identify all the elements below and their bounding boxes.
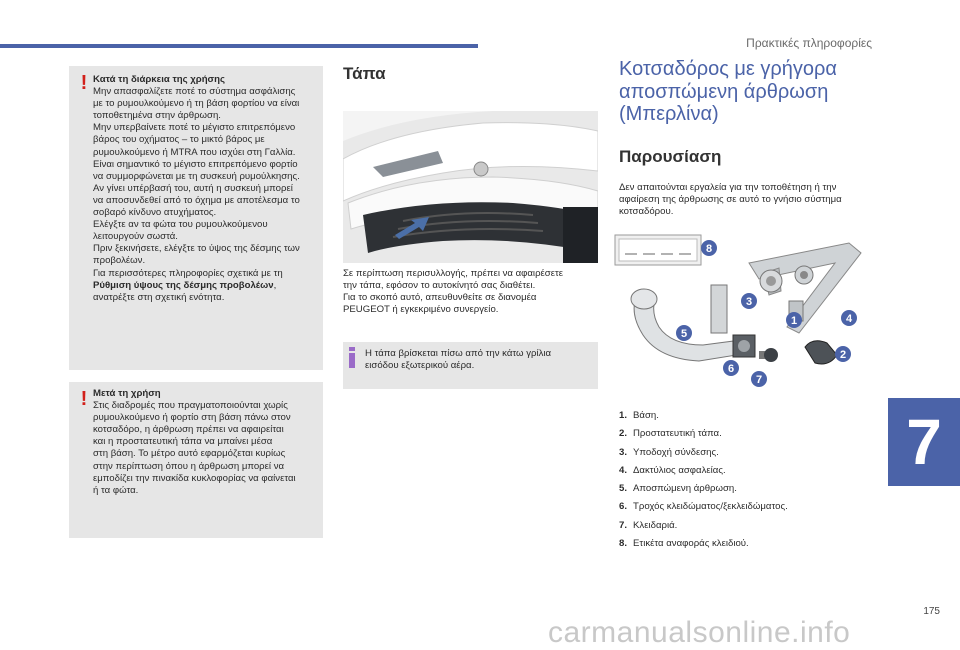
legend-item (619, 501, 788, 519)
section-title: Πρακτικές πληροφορίες (746, 36, 872, 50)
text-line: Για το σκοπό αυτό, απευθυνθείτε σε διανομέα (343, 292, 537, 304)
warning-line: Μην απασφαλίζετε ποτέ το σύστημα ασφάλισης (93, 86, 296, 98)
warning-line: Για περισσότερες πληροφορίες σχετικά με τη (93, 267, 283, 279)
text-line: αφαίρεση της άρθρωσης σε αυτό το γνήσιο σύστημα (619, 194, 842, 206)
cross-reference[interactable]: Ρύθμιση ύψους της δέσμης προβολέων (93, 279, 274, 291)
legend-text: Αποσπώμενη άρθρωση. (633, 483, 737, 495)
warning-line: Πριν ξεκινήσετε, ελέγξτε το ύψος της δέσμης των (93, 243, 300, 255)
warning-line: Αν γίνει υπέρβασή του, αυτή η συσκευή μπορεί (93, 182, 293, 194)
cap-paragraph (343, 268, 599, 316)
warning-line: σοβαρό κίνδυνο ατυχήματος. (93, 207, 217, 219)
legend-text: Υποδοχή σύνδεσης. (633, 446, 719, 458)
warning-line: Είναι σημαντικό το μέγιστο επιτρεπόμενο φορτίο (93, 158, 298, 170)
legend-number: 4. (619, 464, 628, 476)
cap-section-title: Τάπα (343, 64, 386, 83)
legend-item (619, 538, 788, 556)
legend-item (619, 520, 788, 538)
badge-6: 6 (727, 363, 735, 375)
badge-4: 4 (845, 313, 853, 325)
warning-icon: ! (80, 388, 88, 410)
legend-number: 6. (619, 501, 628, 513)
warning-line: ρυμουλκούμενο ή φορτίο στη βάση πάνω στον (93, 412, 291, 424)
legend-text: Ετικέτα αναφοράς κλειδιού. (633, 538, 749, 550)
warning-line: και η προστατευτική τάπα να μπαίνει μέσα (93, 436, 273, 448)
text-line: κοτσαδόρου. (619, 206, 674, 218)
legend-item (619, 465, 788, 483)
warning-line: με το ρυμουλκούμενο ή τη βάση φορτίου να είναι (93, 98, 300, 110)
badge-5: 5 (680, 328, 688, 340)
warning-line: Στις διαδρομές που πραγματοποιούνται χωρίς (93, 400, 288, 412)
warning-line: βάρος του οχήματος – το μικτό βάρος με (93, 134, 265, 146)
text-line: Σε περίπτωση περισυλλογής, πρέπει να αφαιρέσετε (343, 268, 564, 279)
car-front-photo (343, 111, 598, 263)
legend-item (619, 447, 788, 465)
legend-text: Δακτύλιος ασφαλείας. (633, 464, 726, 476)
warning-line: να συμμορφώνεται με τη συσκευή ρυμούλκησης. (93, 170, 300, 182)
legend-text: Κλειδαριά. (633, 519, 678, 531)
warning-line: ανατρέξτε στη σχετική ενότητα. (93, 291, 225, 303)
watermark: carmanualsonline.info (548, 616, 851, 649)
badge-7: 7 (755, 374, 763, 386)
legend-number: 2. (619, 428, 628, 440)
text-line: Δεν απαιτούνται εργαλεία για την τοποθέτηση ή την (619, 182, 837, 193)
legend-number: 5. (619, 483, 628, 495)
presentation-subtitle: Παρουσίαση (619, 147, 722, 166)
legend-number: 3. (619, 446, 628, 458)
parts-legend (619, 410, 788, 556)
text-line: την τάπα, εφόσον το αυτοκίνητό σας διαθέτει. (343, 280, 536, 292)
legend-number: 1. (619, 410, 628, 421)
warning-box-usage (69, 66, 323, 370)
info-text: Η τάπα βρίσκεται πίσω από την κάτω γρίλια (365, 348, 552, 359)
legend-number: 7. (619, 519, 628, 531)
warning-line: λειτουργούν σωστά. (93, 231, 178, 243)
ref-punct: , (273, 279, 277, 291)
title-line: Κοτσαδόρος με γρήγορα (619, 58, 837, 80)
towbar-paragraph (619, 182, 874, 218)
legend-item (619, 428, 788, 446)
badge-3: 3 (745, 296, 753, 308)
towbar-section-title (619, 58, 889, 126)
page-number: 175 (923, 606, 940, 617)
warning-line: ή τα φώτα. (93, 484, 139, 496)
warning-line: στη βάση. Το μέτρο αυτό εφαρμόζεται κυρίως (93, 448, 286, 460)
info-text: εισόδου εξωτερικού αέρα. (365, 360, 475, 372)
legend-item (619, 410, 788, 428)
warning-title: Μετά τη χρήση (93, 388, 161, 399)
towbar-diagram (599, 223, 874, 394)
badge-8: 8 (705, 243, 713, 255)
legend-text: Βάση. (633, 410, 659, 421)
legend-text: Προστατευτική τάπα. (633, 428, 722, 440)
warning-line: Ελέγξτε αν τα φώτα του ρυμουλκούμενου (93, 219, 268, 231)
info-box (343, 342, 598, 389)
badge-1: 1 (790, 315, 798, 327)
legend-number: 8. (619, 538, 628, 550)
warning-line: κοτσαδόρο, η άρθρωση πρέπει να αφαιρείται (93, 424, 284, 436)
header-rule (0, 44, 478, 48)
text-line: PEUGEOT ή εγκεκριμένο συνεργείο. (343, 304, 499, 316)
info-icon (348, 347, 356, 368)
warning-line: ρυμουλκούμενο ή MTRA που ισχύει στη Γαλλία. (93, 146, 296, 158)
title-line: αποσπώμενη άρθρωση (619, 80, 829, 103)
badge-2: 2 (839, 349, 847, 361)
warning-line: εμποδίζει την πινακίδα κυκλοφορίας να φαίνεται (93, 472, 296, 484)
legend-item (619, 483, 788, 501)
warning-line: προβολέων. (93, 255, 146, 267)
title-line: (Μπερλίνα) (619, 103, 719, 125)
chapter-tab: 7 (888, 398, 960, 486)
warning-line: τοποθετημένα στην άρθρωση. (93, 110, 221, 122)
warning-line: στην περίπτωση όπου η άρθρωση μπορεί να (93, 460, 285, 472)
legend-text: Τροχός κλειδώματος/ξεκλειδώματος. (633, 501, 788, 513)
warning-icon: ! (80, 72, 88, 94)
warning-line: Μην υπερβαίνετε ποτέ το μέγιστο επιτρεπόμενο (93, 122, 296, 134)
warning-line: να αποσυνδεθεί από το όχημα με αποτέλεσμα το (93, 194, 300, 206)
warning-box-after (69, 382, 323, 538)
warning-title: Κατά τη διάρκεια της χρήσης (93, 74, 225, 85)
